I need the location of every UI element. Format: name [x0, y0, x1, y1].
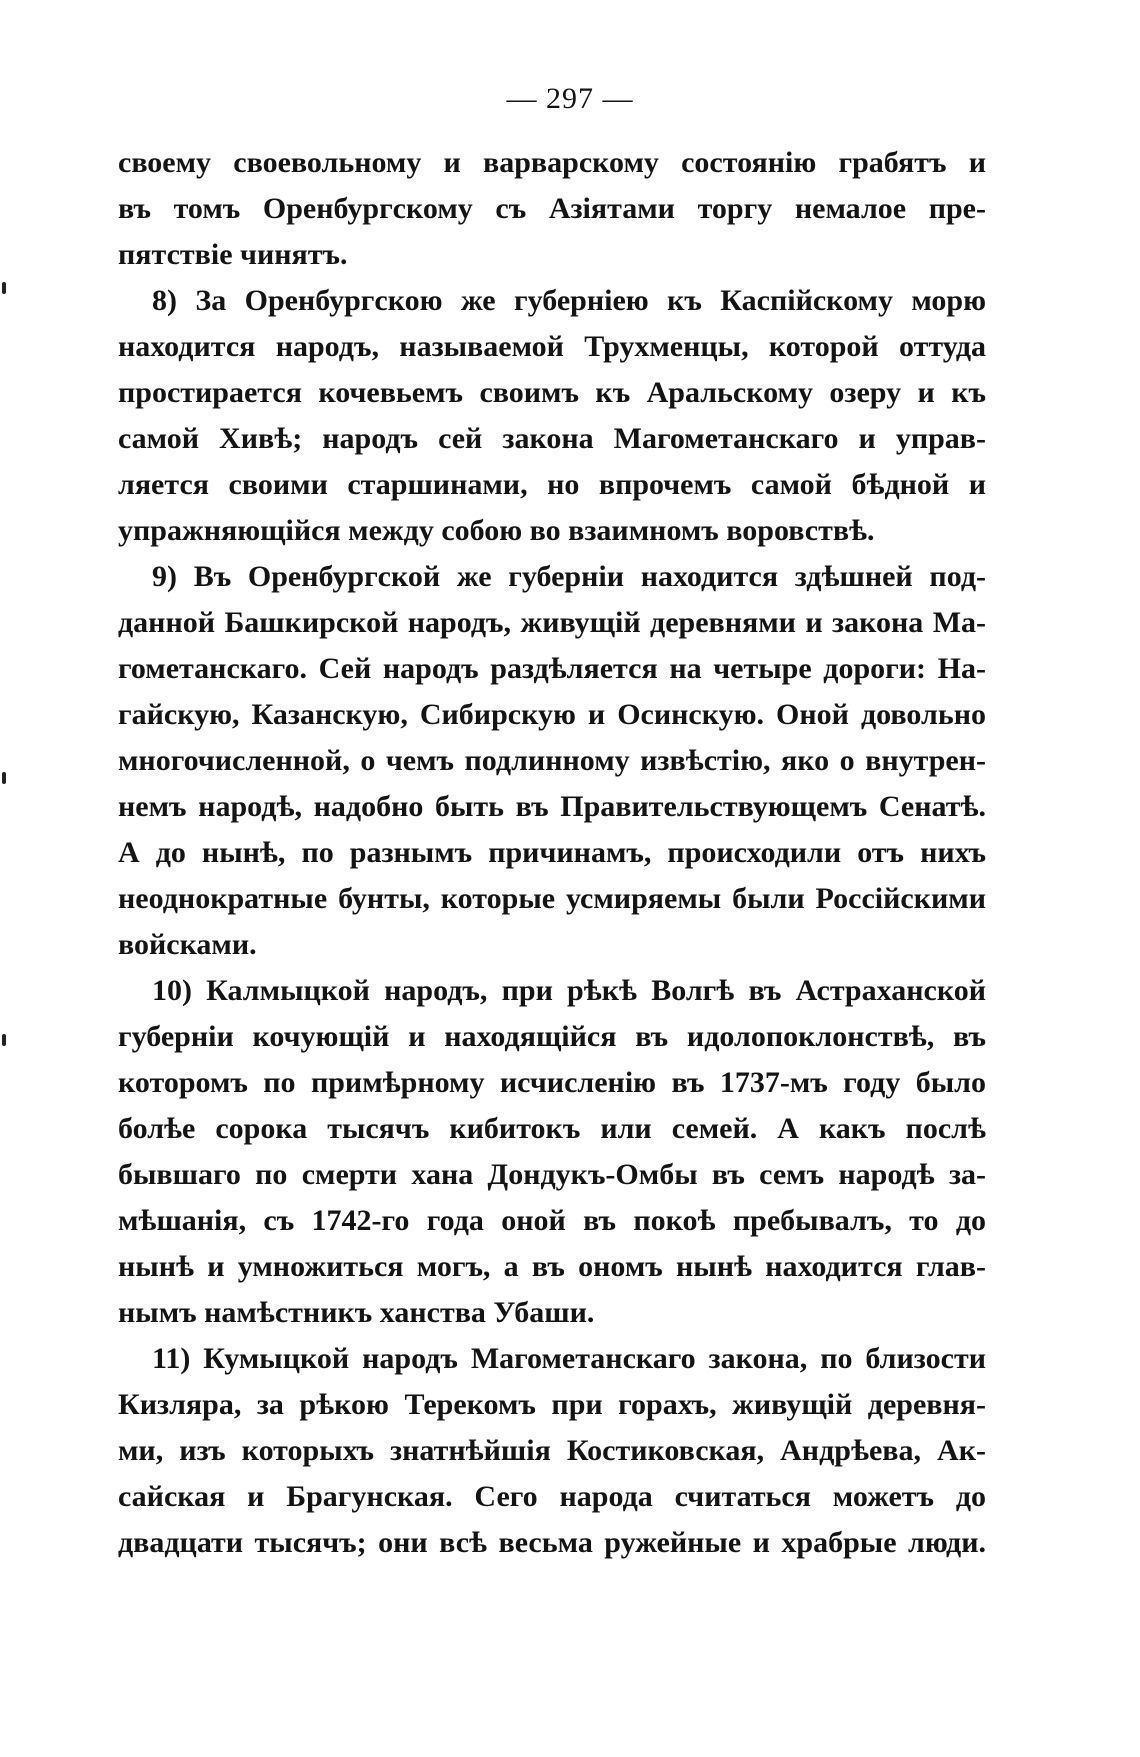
text-line: данной Башкирской народъ, живущій деревнями и закона Ма-	[118, 606, 986, 639]
text-line: бывшаго по смерти хана Дондукъ-Омбы въ семъ народѣ за-	[118, 1158, 986, 1191]
text-line: простирается кочевьемъ своимъ къ Аральскому озеру и къ	[118, 376, 986, 409]
paragraph-9-first-line: 9) Въ Оренбургской же губерніи находится здѣшней под-	[152, 560, 986, 593]
text-line: въ томъ Оренбургскому съ Азіятами торгу немалое пре-	[118, 192, 986, 225]
scan-margin-mark	[2, 282, 6, 294]
text-line: неоднократные бунты, которые усмиряемы были Россійскими	[118, 882, 986, 915]
text-line: ми, изъ которыхъ знатнѣйшія Костиковская, Андрѣева, Ак-	[118, 1434, 986, 1467]
text-line: мѣшанія, съ 1742-го года оной въ покоѣ пребывалъ, то до	[118, 1204, 986, 1237]
text-line: упражняющійся между собою во взаимномъ воровствѣ.	[118, 514, 875, 547]
paragraph-8-first-line: 8) За Оренбургскою же губерніею къ Каспійскому морю	[152, 284, 986, 317]
text-line: болѣе сорока тысячъ кибитокъ или семей. А какъ послѣ	[118, 1112, 986, 1145]
page-number: — 297 —	[506, 82, 634, 115]
paragraph-11-first-line: 11) Кумыцкой народъ Магометанскаго закона, по близости	[152, 1342, 986, 1375]
text-line: войсками.	[118, 928, 257, 961]
text-line: нынѣ и умножиться могъ, а въ ономъ нынѣ находится глав-	[118, 1250, 986, 1283]
text-line: которомъ по примѣрному исчисленію въ 1737-мъ году было	[118, 1066, 986, 1099]
text-line: немъ народѣ, надобно быть въ Правительствующемъ Сенатѣ.	[118, 790, 986, 823]
text-line: своему своевольному и варварскому состоянію грабятъ и	[118, 146, 986, 179]
text-line: самой Хивѣ; народъ сей закона Магометанскаго и управ-	[118, 422, 986, 455]
paragraph-10-first-line: 10) Калмыцкой народъ, при рѣкѣ Волгѣ въ Астраханской	[152, 974, 986, 1007]
text-line: сайская и Брагунская. Сего народа считаться можетъ до	[118, 1480, 986, 1513]
scan-margin-mark	[2, 1034, 6, 1046]
body-text	[118, 140, 986, 1566]
scan-margin-mark	[2, 772, 6, 784]
text-line: ляется своими старшинами, но впрочемъ самой бѣдной и	[118, 468, 986, 501]
text-line: Кизляра, за рѣкою Терекомъ при горахъ, живущій деревня-	[118, 1388, 986, 1421]
text-line: пятствіе чинятъ.	[118, 238, 348, 271]
text-line: многочисленной, о чемъ подлинному извѣстію, яко о внутрен-	[118, 744, 986, 777]
text-line: А до нынѣ, по разнымъ причинамъ, происходили отъ нихъ	[118, 836, 986, 869]
text-line: гометанскаго. Сей народъ раздѣляется на четыре дороги: На-	[118, 652, 986, 685]
text-line: находится народъ, называемой Трухменцы, которой оттуда	[118, 330, 986, 363]
text-line: нымъ намѣстникъ ханства Убаши.	[118, 1296, 595, 1329]
text-line: гайскую, Казанскую, Сибирскую и Осинскую. Оной довольно	[118, 698, 986, 731]
text-line: двадцати тысячъ; они всѣ весьма ружейные и храбрые люди.	[118, 1526, 986, 1559]
text-line: губерніи кочующій и находящійся въ идолопоклонствѣ, въ	[118, 1020, 986, 1053]
